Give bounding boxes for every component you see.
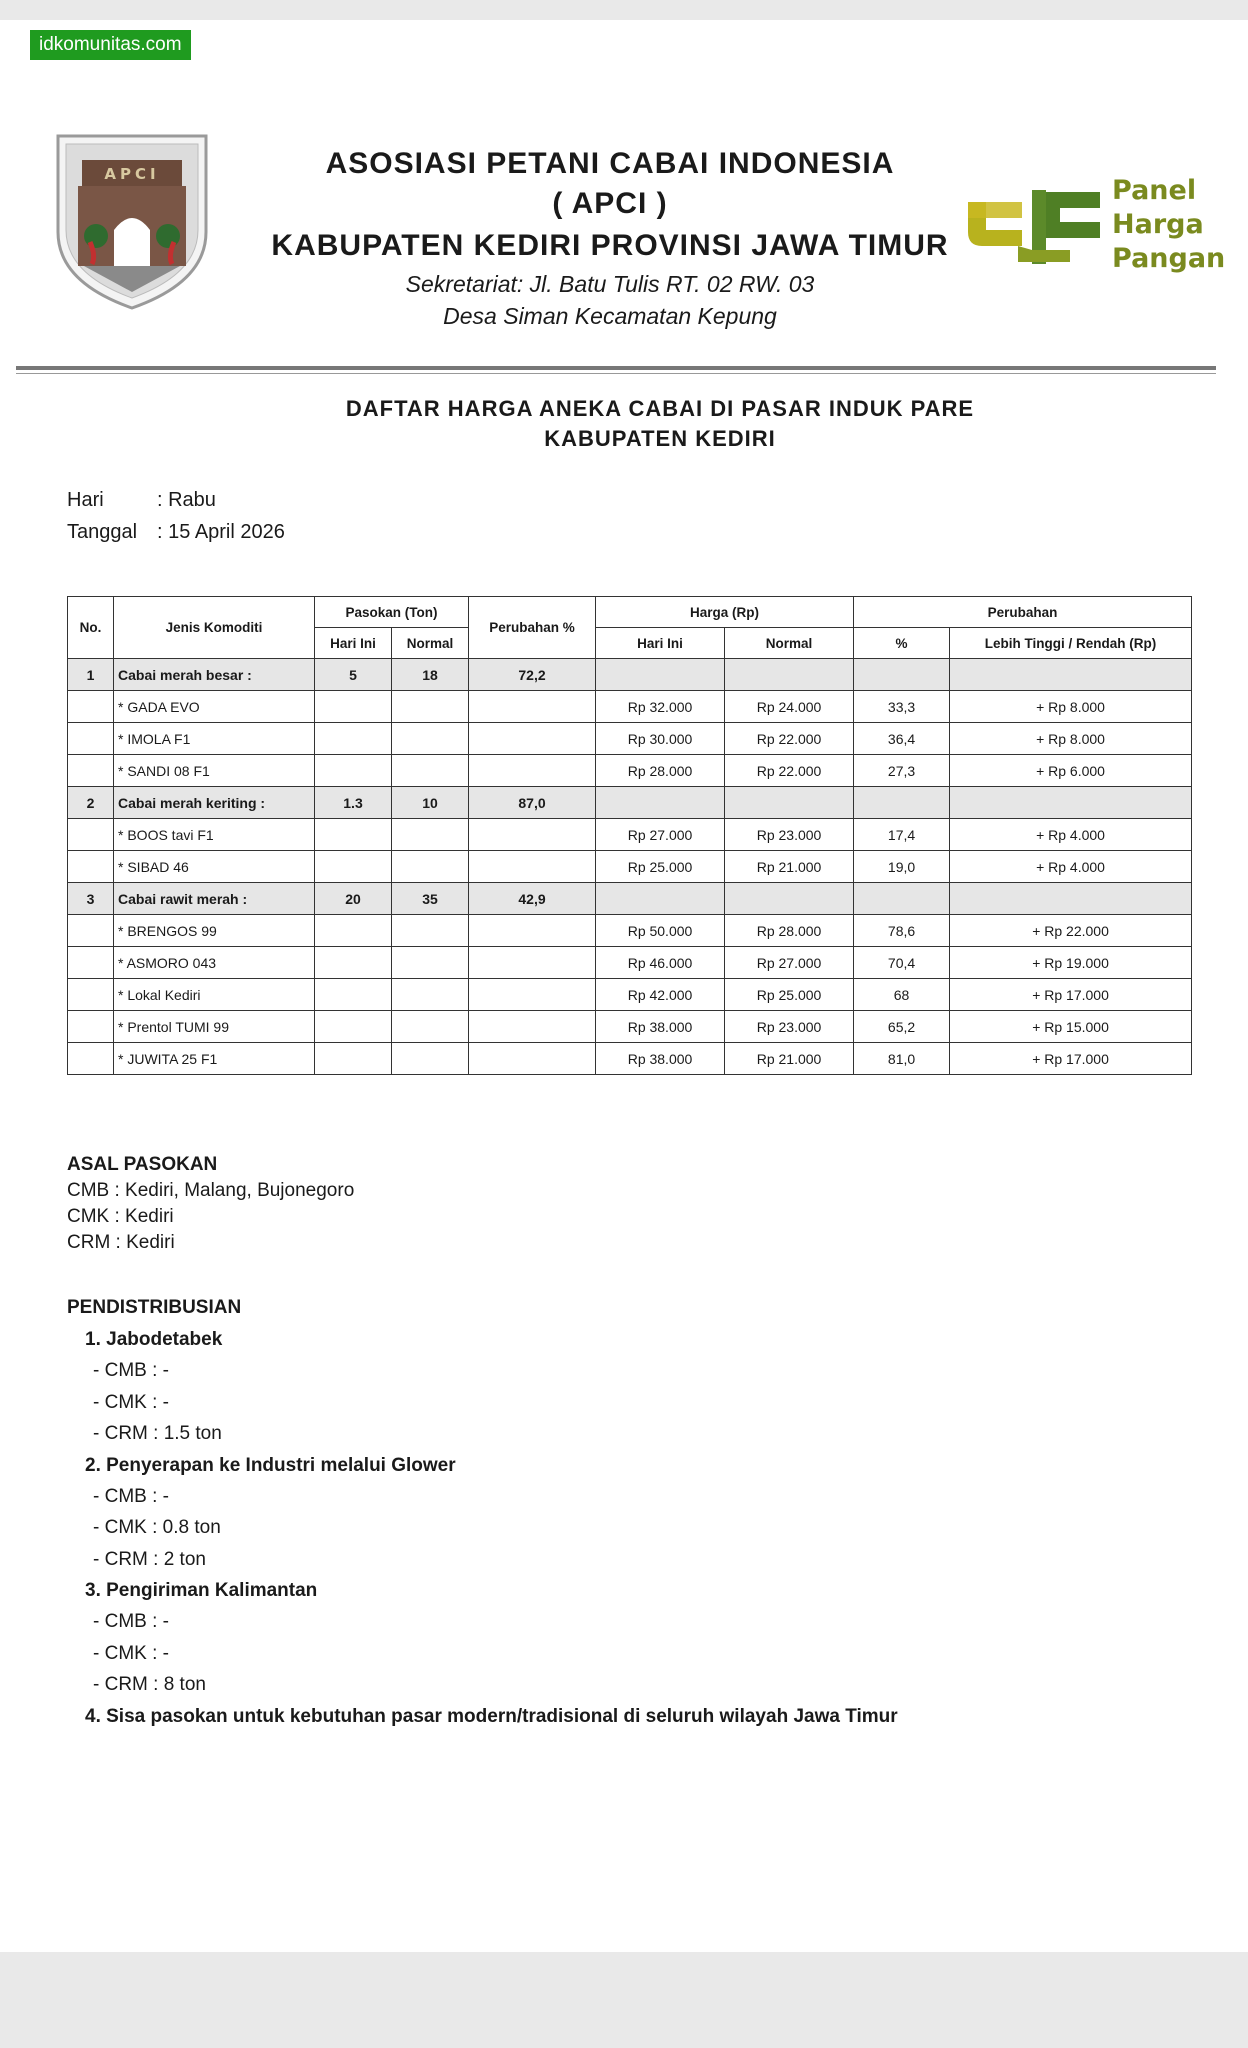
cell-no: [68, 979, 114, 1011]
letterhead: [240, 144, 980, 332]
cell-name: Cabai merah besar :: [114, 659, 315, 691]
cell-no: [68, 1043, 114, 1075]
cell-p-today: 5: [315, 659, 392, 691]
col-header-perubahan-diff: Lebih Tinggi / Rendah (Rp): [950, 628, 1192, 659]
cell-h-normal: Rp 22.000: [725, 723, 854, 755]
asal-pasokan-title: ASAL PASOKAN: [67, 1154, 218, 1175]
cell-diff: + Rp 8.000: [950, 691, 1192, 723]
table-row: [68, 691, 1192, 723]
cell-h-normal: [725, 787, 854, 819]
cell-p-normal: [392, 691, 469, 723]
cell-no: [68, 819, 114, 851]
col-header-harga-hari-ini: Hari Ini: [596, 628, 725, 659]
cell-h-normal: [725, 883, 854, 915]
cell-diff: + Rp 15.000: [950, 1011, 1192, 1043]
org-address-1: Sekretariat: Jl. Batu Tulis RT. 02 RW. 03: [405, 271, 815, 297]
cell-h-normal: Rp 22.000: [725, 755, 854, 787]
cell-p-today: [315, 691, 392, 723]
cell-pct: 17,4: [854, 819, 950, 851]
org-region: KABUPATEN KEDIRI PROVINSI JAWA TIMUR: [271, 229, 949, 262]
cell-name: * SIBAD 46: [114, 851, 315, 883]
cell-pct: 27,3: [854, 755, 950, 787]
distribusi-sub: - CMK : -: [93, 1391, 169, 1413]
distribusi-item-2: [67, 1450, 898, 1576]
cell-name: Cabai merah keriting :: [114, 787, 315, 819]
cell-p-normal: [392, 979, 469, 1011]
cell-h-normal: Rp 25.000: [725, 979, 854, 1011]
cell-no: [68, 915, 114, 947]
distribusi-item-1: [67, 1324, 898, 1450]
distribusi-item-label: 1. Jabodetabek: [85, 1329, 223, 1350]
cell-h-today: Rp 32.000: [596, 691, 725, 723]
date-info: [67, 484, 285, 548]
pendistribusian-title: PENDISTRIBUSIAN: [67, 1297, 242, 1318]
distribusi-item-4: [67, 1701, 898, 1732]
cell-h-normal: Rp 21.000: [725, 851, 854, 883]
header-divider-thin: [16, 373, 1216, 374]
distribusi-sub: - CMB : -: [93, 1360, 169, 1381]
category-row: [68, 787, 1192, 819]
cell-p-change: 72,2: [469, 659, 596, 691]
cell-name: * IMOLA F1: [114, 723, 315, 755]
cell-p-normal: [392, 915, 469, 947]
cell-diff: + Rp 4.000: [950, 819, 1192, 851]
cell-diff: + Rp 4.000: [950, 851, 1192, 883]
cell-diff: + Rp 22.000: [950, 915, 1192, 947]
cell-diff: [950, 659, 1192, 691]
cell-h-today: Rp 46.000: [596, 947, 725, 979]
tanggal-value: : 15 April 2026: [157, 521, 285, 543]
cell-p-today: [315, 755, 392, 787]
cell-h-today: Rp 30.000: [596, 723, 725, 755]
cell-h-today: Rp 42.000: [596, 979, 725, 1011]
cell-no: 1: [68, 659, 114, 691]
cell-pct: 65,2: [854, 1011, 950, 1043]
org-address-2: Desa Siman Kecamatan Kepung: [443, 303, 777, 329]
table-row: [68, 915, 1192, 947]
cell-p-today: [315, 723, 392, 755]
cell-h-normal: Rp 23.000: [725, 819, 854, 851]
cell-p-change: [469, 723, 596, 755]
distribusi-sub: - CRM : 2 ton: [93, 1548, 206, 1570]
cell-pct: 33,3: [854, 691, 950, 723]
cell-p-change: [469, 1011, 596, 1043]
cell-name: * Lokal Kediri: [114, 979, 315, 1011]
cell-p-normal: [392, 1043, 469, 1075]
col-header-pasokan: Pasokan (Ton): [315, 597, 469, 628]
cell-pct: [854, 787, 950, 819]
cell-h-today: Rp 27.000: [596, 819, 725, 851]
col-header-pasokan-hari-ini: Hari Ini: [315, 628, 392, 659]
col-header-jenis: Jenis Komoditi: [114, 597, 315, 659]
cell-p-normal: [392, 947, 469, 979]
cell-p-normal: [392, 819, 469, 851]
cell-h-normal: [725, 659, 854, 691]
cell-h-today: Rp 38.000: [596, 1043, 725, 1075]
cell-p-today: 1.3: [315, 787, 392, 819]
asal-pasokan-line: CMB : Kediri, Malang, Bujonegoro: [67, 1180, 355, 1201]
hari-label: Hari: [67, 489, 104, 511]
cell-p-today: [315, 947, 392, 979]
leaf-icon: [960, 172, 1110, 272]
distribusi-sub: - CMB : -: [93, 1611, 169, 1632]
cell-h-today: Rp 25.000: [596, 851, 725, 883]
col-header-perubahan-pct: Perubahan %: [469, 597, 596, 659]
logo-word-3: Pangan: [1112, 243, 1226, 274]
cell-h-today: Rp 28.000: [596, 755, 725, 787]
distribusi-item-3: [67, 1575, 898, 1701]
cell-p-change: 87,0: [469, 787, 596, 819]
cell-h-normal: Rp 28.000: [725, 915, 854, 947]
cell-p-today: [315, 979, 392, 1011]
cell-p-today: [315, 915, 392, 947]
header-divider: [16, 366, 1216, 370]
distribusi-sub: - CMB : -: [93, 1485, 169, 1507]
cell-no: [68, 851, 114, 883]
cell-pct: [854, 659, 950, 691]
cell-no: [68, 691, 114, 723]
cell-p-change: [469, 1043, 596, 1075]
table-row: [68, 947, 1192, 979]
cell-diff: [950, 883, 1192, 915]
asal-pasokan: [67, 1152, 354, 1256]
cell-diff: + Rp 19.000: [950, 947, 1192, 979]
table-row: [68, 723, 1192, 755]
asal-pasokan-line: CMK : Kediri: [67, 1206, 174, 1227]
cell-h-today: [596, 787, 725, 819]
price-table: [67, 596, 1192, 1075]
cell-diff: [950, 787, 1192, 819]
cell-no: [68, 1011, 114, 1043]
category-row: [68, 659, 1192, 691]
cell-name: * BRENGOS 99: [114, 915, 315, 947]
cell-h-today: Rp 50.000: [596, 915, 725, 947]
table-row: [68, 1011, 1192, 1043]
table-row: [68, 819, 1192, 851]
apci-logo: [54, 132, 210, 312]
cell-no: [68, 755, 114, 787]
distribusi-sub: - CRM : 1.5 ton: [93, 1423, 222, 1444]
cell-no: [68, 723, 114, 755]
cell-h-today: [596, 659, 725, 691]
panel-harga-pangan-text: [1112, 174, 1225, 276]
cell-diff: + Rp 8.000: [950, 723, 1192, 755]
cell-pct: 78,6: [854, 915, 950, 947]
panel-harga-pangan-logo: [960, 172, 1226, 282]
asal-pasokan-line: CRM : Kediri: [67, 1232, 175, 1253]
cell-name: * Prentol TUMI 99: [114, 1011, 315, 1043]
cell-p-change: [469, 691, 596, 723]
col-header-harga-normal: Normal: [725, 628, 854, 659]
table-row: [68, 1043, 1192, 1075]
cell-p-today: [315, 1011, 392, 1043]
cell-name: * JUWITA 25 F1: [114, 1043, 315, 1075]
table-row: [68, 851, 1192, 883]
apci-logo-text: APCI: [104, 165, 160, 183]
hari-value: : Rabu: [157, 489, 216, 511]
cell-p-change: 42,9: [469, 883, 596, 915]
cell-diff: + Rp 17.000: [950, 1043, 1192, 1075]
cell-p-normal: 10: [392, 787, 469, 819]
cell-no: [68, 947, 114, 979]
distribusi-sub: - CRM : 8 ton: [93, 1674, 206, 1695]
distribusi-item-label: 2. Penyerapan ke Industri melalui Glower: [85, 1454, 456, 1476]
cell-p-normal: 35: [392, 883, 469, 915]
category-row: [68, 883, 1192, 915]
cell-p-normal: [392, 1011, 469, 1043]
cell-p-today: [315, 1043, 392, 1075]
logo-word-2: Harga: [1112, 209, 1204, 240]
cell-h-today: Rp 38.000: [596, 1011, 725, 1043]
cell-p-today: [315, 819, 392, 851]
cell-p-change: [469, 819, 596, 851]
org-name: ASOSIASI PETANI CABAI INDONESIA: [325, 147, 895, 180]
distribusi-sub: - CMK : 0.8 ton: [93, 1517, 221, 1538]
cell-h-normal: Rp 27.000: [725, 947, 854, 979]
cell-p-change: [469, 755, 596, 787]
distribusi-sub: - CMK : -: [93, 1642, 169, 1664]
table-row: [68, 979, 1192, 1011]
cell-name: Cabai rawit merah :: [114, 883, 315, 915]
document-title: [200, 394, 1120, 454]
cell-pct: 81,0: [854, 1043, 950, 1075]
cell-h-normal: Rp 24.000: [725, 691, 854, 723]
cell-p-normal: [392, 723, 469, 755]
cell-pct: 68: [854, 979, 950, 1011]
cell-p-normal: [392, 755, 469, 787]
tanggal-label: Tanggal: [67, 521, 138, 543]
cell-name: * BOOS tavi F1: [114, 819, 315, 851]
cell-p-today: [315, 851, 392, 883]
document-page: [0, 20, 1248, 1952]
cell-p-change: [469, 915, 596, 947]
cell-no: 3: [68, 883, 114, 915]
cell-h-normal: Rp 23.000: [725, 1011, 854, 1043]
cell-h-normal: Rp 21.000: [725, 1043, 854, 1075]
col-header-no: No.: [68, 597, 114, 659]
document-title-line2: KABUPATEN KEDIRI: [544, 426, 776, 451]
cell-p-change: [469, 947, 596, 979]
col-header-pasokan-normal: Normal: [392, 628, 469, 659]
price-table-body: [68, 659, 1192, 1075]
cell-name: * ASMORO 043: [114, 947, 315, 979]
col-header-perubahan: Perubahan: [854, 597, 1192, 628]
cell-p-normal: [392, 851, 469, 883]
cell-diff: + Rp 6.000: [950, 755, 1192, 787]
cell-pct: 19,0: [854, 851, 950, 883]
cell-pct: 70,4: [854, 947, 950, 979]
cell-name: * GADA EVO: [114, 691, 315, 723]
cell-p-change: [469, 979, 596, 1011]
col-header-harga: Harga (Rp): [596, 597, 854, 628]
pendistribusian: [67, 1292, 898, 1732]
cell-p-today: 20: [315, 883, 392, 915]
col-header-perubahan-pct-sub: %: [854, 628, 950, 659]
document-title-line1: DAFTAR HARGA ANEKA CABAI DI PASAR INDUK PARE: [345, 396, 975, 421]
cell-p-change: [469, 851, 596, 883]
logo-word-1: Panel: [1112, 175, 1197, 206]
distribusi-item-label: 3. Pengiriman Kalimantan: [85, 1580, 318, 1601]
watermark: idkomunitas.com: [30, 30, 191, 60]
distribusi-item-label: 4. Sisa pasokan untuk kebutuhan pasar modern/tradisional di seluruh wilayah Jawa Timur: [85, 1705, 898, 1727]
bottom-background: [0, 1952, 1248, 2048]
cell-pct: [854, 883, 950, 915]
cell-no: 2: [68, 787, 114, 819]
cell-h-today: [596, 883, 725, 915]
cell-p-normal: 18: [392, 659, 469, 691]
org-abbrev: ( APCI ): [552, 187, 668, 220]
table-row: [68, 755, 1192, 787]
cell-diff: + Rp 17.000: [950, 979, 1192, 1011]
cell-name: * SANDI 08 F1: [114, 755, 315, 787]
cell-pct: 36,4: [854, 723, 950, 755]
